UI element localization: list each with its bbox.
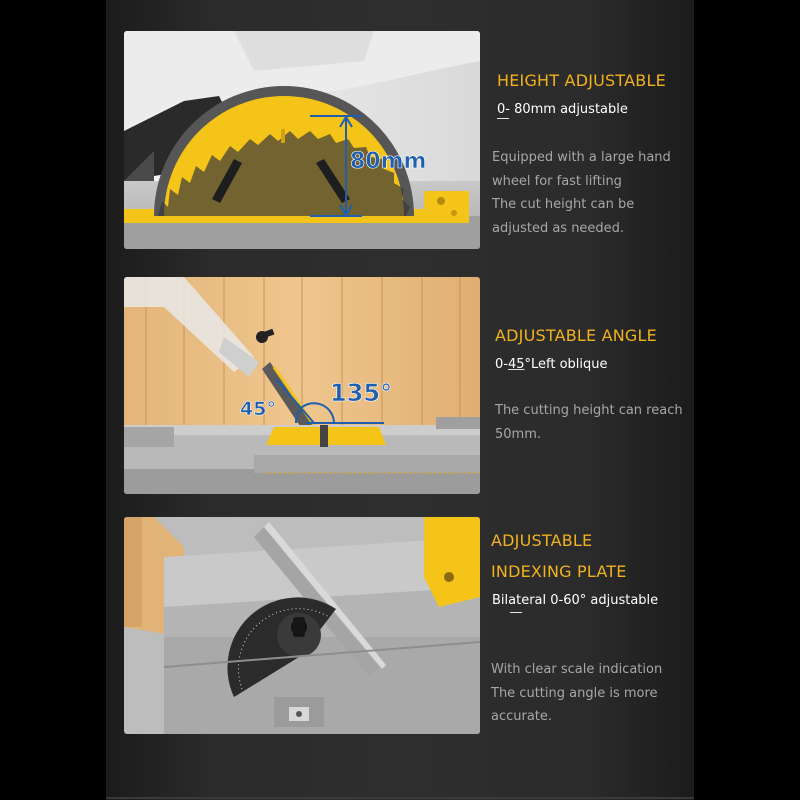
- feature-title-indexing-1: ADJUSTABLE: [491, 531, 593, 550]
- feature-title-indexing-2: INDEXING PLATE: [491, 562, 627, 581]
- angle-adjust-photo: [124, 277, 480, 494]
- description-line: With clear scale indication: [491, 662, 663, 677]
- description-line: adjusted as needed.: [492, 220, 625, 236]
- description-line: The cut height can be: [492, 197, 635, 212]
- subtitle-prefix: 0-: [495, 357, 508, 372]
- indexing-plate-photo: [124, 517, 480, 734]
- description-line: The cutting height can reach: [495, 403, 683, 418]
- description-line: The cutting angle is more: [491, 685, 658, 701]
- subtitle-highlight: 45: [507, 357, 525, 372]
- height-overlay-label: 80mm: [350, 149, 427, 174]
- feature-description-indexing: [491, 658, 662, 729]
- subtitle-suffix: °Left oblique: [524, 357, 608, 372]
- description-line: 50mm.: [495, 426, 542, 442]
- angle-overlay-small: 45°: [240, 398, 276, 420]
- bottom-divider: [106, 797, 694, 799]
- description-line: Equipped with a large hand: [492, 150, 671, 165]
- feature-description-angle: [495, 399, 683, 446]
- feature-subtitle-height: 0- 80mm adjustable: [497, 102, 628, 117]
- height-adjust-photo: [124, 31, 480, 249]
- feature-subtitle-indexing: Bilateral 0-60° adjustable: [492, 593, 659, 608]
- feature-title-angle: ADJUSTABLE ANGLE: [495, 326, 657, 345]
- feature-subtitle-angle: [495, 357, 608, 372]
- title-tick: [497, 118, 509, 119]
- feature-title-height: HEIGHT ADJUSTABLE: [497, 71, 666, 90]
- description-line: accurate.: [491, 709, 553, 724]
- title-tick: [510, 612, 522, 613]
- feature-description-height: [492, 146, 671, 240]
- description-line: wheel for fast lifting: [492, 173, 622, 189]
- angle-overlay-large: 135°: [330, 379, 393, 407]
